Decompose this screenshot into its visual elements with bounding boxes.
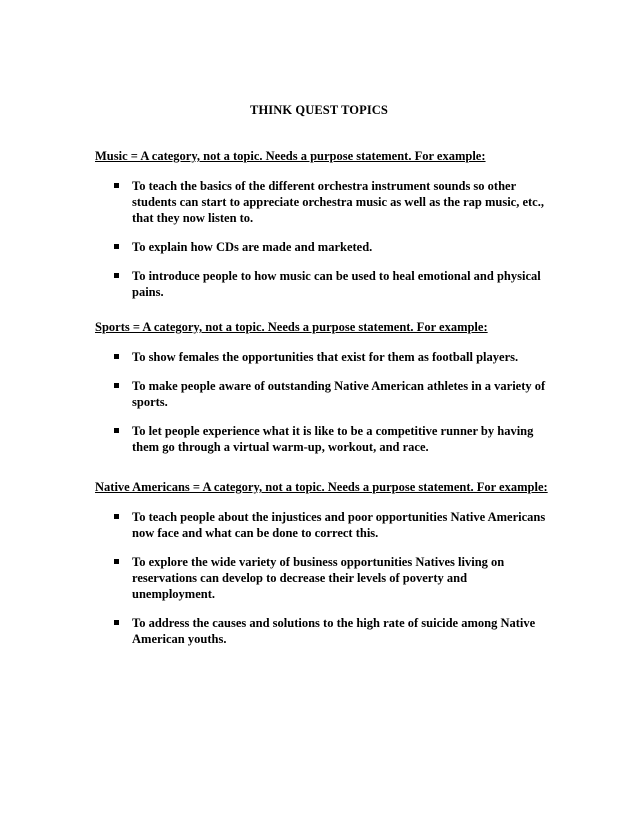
list-item-text: To address the causes and solutions to the high rate of suicide among Native American youths. — [132, 616, 536, 646]
square-bullet-icon — [114, 183, 119, 188]
square-bullet-icon — [114, 244, 119, 249]
list-item-text: To explain how CDs are made and marketed. — [132, 240, 373, 254]
list-item-text: To make people aware of outstanding Native American athletes in a variety of sports. — [132, 379, 546, 409]
section-sports — [95, 320, 595, 468]
page-title: THINK QUEST TOPICS — [250, 103, 388, 117]
bullet-list-native-americans — [95, 509, 595, 647]
list-item-text: To let people experience what it is like to be a competitive runner by having them go through a virtual warm-up, workout, and race. — [132, 424, 534, 454]
square-bullet-icon — [114, 559, 119, 564]
square-bullet-icon — [114, 514, 119, 519]
list-item — [95, 268, 552, 300]
section-music — [95, 149, 595, 313]
square-bullet-icon — [114, 428, 119, 433]
list-item — [95, 554, 552, 602]
list-item-text: To show females the opportunities that exist for them as football players. — [132, 350, 519, 364]
list-item-text: To teach people about the injustices and poor opportunities Native Americans now face and what can be done to correct this. — [132, 510, 546, 540]
list-item — [95, 509, 552, 541]
square-bullet-icon — [114, 620, 119, 625]
list-item — [95, 378, 552, 410]
list-item-text: To introduce people to how music can be used to heal emotional and physical pains. — [132, 269, 541, 299]
section-native-americans — [95, 480, 595, 660]
section-heading-sports: Sports = A category, not a topic. Needs a purpose statement. For example: — [95, 320, 488, 334]
section-heading-native-americans: Native Americans = A category, not a topic. Needs a purpose statement. For example: — [95, 480, 548, 494]
square-bullet-icon — [114, 354, 119, 359]
list-item — [95, 615, 552, 647]
list-item — [95, 423, 552, 455]
list-item — [95, 349, 552, 365]
section-heading-music: Music = A category, not a topic. Needs a purpose statement. For example: — [95, 149, 486, 163]
list-item — [95, 178, 552, 226]
square-bullet-icon — [114, 383, 119, 388]
bullet-list-music — [95, 178, 595, 300]
list-item — [95, 239, 552, 255]
list-item-text: To explore the wide variety of business opportunities Natives living on reservations can develop to decrease their levels of poverty and unemployment. — [132, 555, 505, 601]
list-item-text: To teach the basics of the different orchestra instrument sounds so other students can start to appreciate orchestra music as well as the rap music, etc., that they now listen to. — [132, 179, 544, 225]
bullet-list-sports — [95, 349, 595, 455]
square-bullet-icon — [114, 273, 119, 278]
